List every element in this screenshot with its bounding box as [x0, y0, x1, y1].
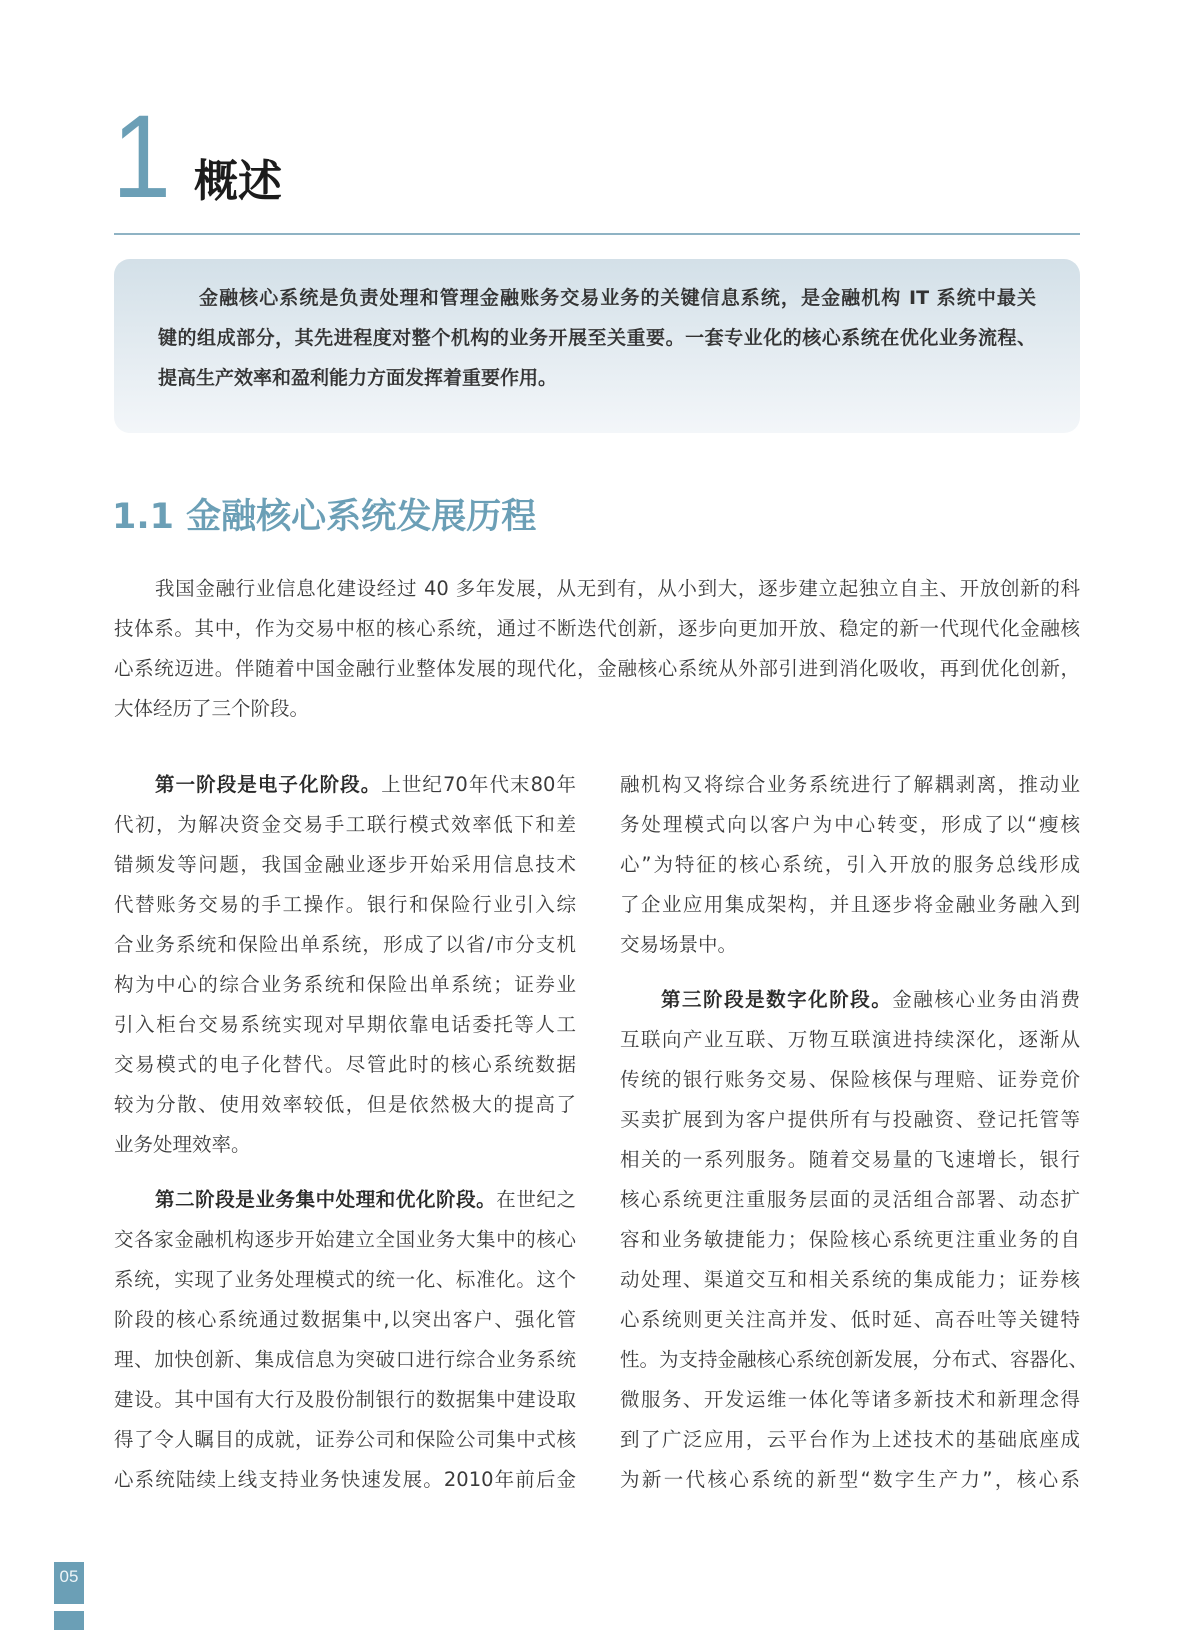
text-line: 务处理模式向以客户为中心转变，形成了以“瘦核 — [620, 813, 1080, 836]
text-line: 错频发等问题，我国金融业逐步开始采用信息技术 — [114, 853, 576, 876]
page-number: 05 — [54, 1562, 84, 1604]
text-line: 业务处理效率。 — [114, 1133, 251, 1156]
text-line: 代替账务交易的手工操作。银行和保险行业引入综 — [114, 893, 576, 916]
text-line: 动处理、渠道交互和相关系统的集成能力；证券核 — [620, 1268, 1080, 1291]
text-line: 容和业务敏捷能力；保险核心系统更注重业务的自 — [620, 1228, 1080, 1251]
text-line: 理、加快创新、集成信息为突破口进行综合业务系统 — [114, 1348, 576, 1371]
stage-1-paragraph — [114, 765, 576, 1165]
stage-2-paragraph-continued — [620, 765, 1080, 965]
intro-summary-box — [114, 259, 1080, 433]
text-line: 传统的银行账务交易、保险核保与理赔、证券竞价 — [620, 1068, 1080, 1091]
text-line: 代初，为解决资金交易手工联行模式效率低下和差 — [114, 813, 576, 836]
text-line: 交易模式的电子化替代。尽管此时的核心系统数据 — [114, 1053, 576, 1076]
chapter-number: 1 — [112, 91, 172, 223]
text-line: 合业务系统和保险出单系统，形成了以省/市分支机 — [114, 933, 576, 956]
text-line — [620, 980, 1080, 1020]
stage-3-paragraph — [620, 980, 1089, 1500]
section-intro-paragraph — [114, 569, 1080, 729]
text-line: 心”为特征的核心系统，引入开放的服务总线形成 — [620, 853, 1080, 876]
text-line: 为新一代核心系统的新型“数字生产力”，核心系 — [620, 1468, 1080, 1491]
intro-line: 键的组成部分，其先进程度对整个机构的业务开展至关重要。一套专业化的核心系统在优化业务流程、 — [158, 327, 1036, 349]
intro-line: 提高生产效率和盈利能力方面发挥着重要作用。 — [158, 367, 558, 389]
text-line: 买卖扩展到为客户提供所有与投融资、登记托管等 — [620, 1108, 1080, 1131]
page-tab-decoration — [54, 1611, 84, 1630]
right-column — [620, 765, 1089, 1515]
text-line: 系统，实现了业务处理模式的统一化、标准化。这个 — [114, 1268, 576, 1291]
text-line: 了企业应用集成架构，并且逐步将金融业务融入到 — [620, 893, 1080, 916]
text-line: 核心系统更注重服务层面的灵活组合部署、动态扩 — [620, 1188, 1080, 1211]
text-line: 心系统迈进。伴随着中国金融行业整体发展的现代化，金融核心系统从外部引进到消化吸收，再到优化创新， — [114, 657, 1080, 680]
text-line: 心系统则更关注高并发、低时延、高吞吐等关键特 — [620, 1308, 1080, 1331]
chapter-divider — [114, 233, 1080, 235]
stage-1-lead: 第一阶段是电子化阶段。 — [155, 773, 382, 796]
text-line: 交易场景中。 — [620, 933, 738, 956]
text-line: 性。为支持金融核心系统创新发展，分布式、容器化、 — [620, 1348, 1089, 1371]
stage-2-paragraph — [114, 1180, 576, 1500]
text-line: 大体经历了三个阶段。 — [114, 697, 310, 720]
text-span: 上世纪70年代末80年 — [381, 773, 576, 796]
text-line: 微服务、开发运维一体化等诸多新技术和新理念得 — [620, 1388, 1080, 1411]
section-title: 1.1 金融核心系统发展历程 — [112, 497, 537, 537]
text-span: 金融核心业务由消费 — [892, 988, 1080, 1011]
text-line: 相关的一系列服务。随着交易量的飞速增长，银行 — [620, 1148, 1080, 1171]
text-span: 在世纪之 — [496, 1188, 576, 1211]
text-line: 互联向产业互联、万物互联演进持续深化，逐渐从 — [620, 1028, 1080, 1051]
text-line — [114, 1180, 576, 1220]
text-line: 建设。其中国有大行及股份制银行的数据集中建设取 — [114, 1388, 576, 1411]
text-line: 我国金融行业信息化建设经过 40 多年发展，从无到有，从小到大，逐步建立起独立自主、开放创新的科 — [155, 577, 1080, 600]
text-line — [114, 765, 576, 805]
intro-line: 金融核心系统是负责处理和管理金融账务交易业务的关键信息系统，是金融机构 IT 系统中最关 — [199, 287, 1036, 309]
chapter-title: 概述 — [194, 156, 282, 207]
stage-3-lead: 第三阶段是数字化阶段。 — [661, 988, 893, 1011]
text-line: 得了令人瞩目的成就，证券公司和保险公司集中式核 — [114, 1428, 576, 1451]
text-line: 交各家金融机构逐步开始建立全国业务大集中的核心 — [114, 1228, 576, 1251]
text-line: 引入柜台交易系统实现对早期依靠电话委托等人工 — [114, 1013, 576, 1036]
left-column — [114, 765, 576, 1515]
stage-2-lead: 第二阶段是业务集中处理和优化阶段。 — [155, 1188, 497, 1211]
text-line: 阶段的核心系统通过数据集中,以突出客户、强化管 — [114, 1308, 576, 1331]
text-line: 构为中心的综合业务系统和保险出单系统；证券业 — [114, 973, 576, 996]
text-line: 技体系。其中，作为交易中枢的核心系统，通过不断迭代创新，逐步向更加开放、稳定的新一代现代化金融核 — [114, 617, 1080, 640]
text-line: 融机构又将综合业务系统进行了解耦剥离，推动业 — [620, 773, 1080, 796]
text-line: 到了广泛应用，云平台作为上述技术的基础底座成 — [620, 1428, 1080, 1451]
text-line: 心系统陆续上线支持业务快速发展。2010年前后金 — [114, 1468, 576, 1491]
text-line: 较为分散、使用效率较低，但是依然极大的提高了 — [114, 1093, 576, 1116]
